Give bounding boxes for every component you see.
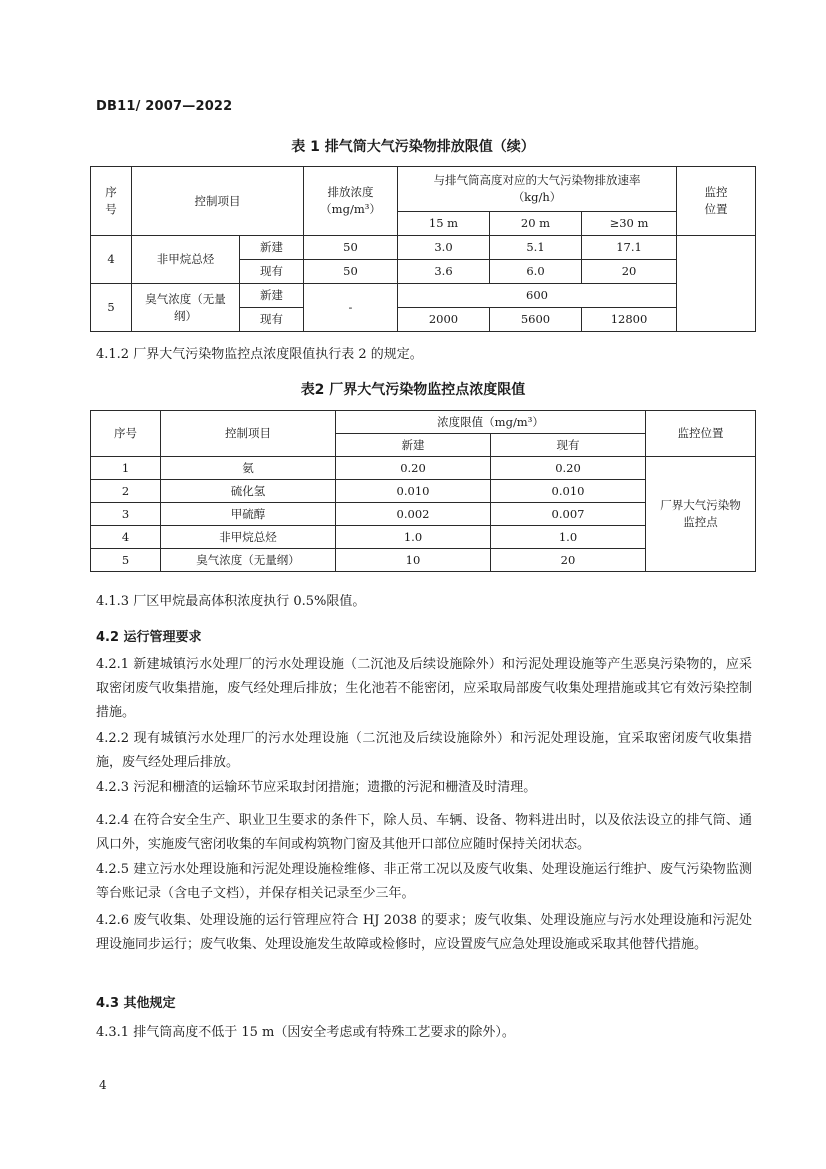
t1-cell-type: 新建 (240, 284, 304, 308)
clause-4-2-6: 4.2.6 废气收集、处理设施的运行管理应符合 HJ 2038 的要求；废气收集、处理设施应与污水处理设施和污泥处理设施同步运行；废气收集、处理设施发生故障或检修时，应设置废气应急处理设施或采取其他替代措施。 (96, 913, 752, 952)
t2-cell-exist: 0.010 (491, 480, 646, 503)
table1-caption: 表 1 排气筒大气污染物排放限值（续） (291, 139, 535, 155)
t2-cell-seq: 4 (91, 526, 161, 549)
t1-cell-conc: - (304, 284, 398, 332)
section-heading-4-3: 4.3 其他规定 (96, 996, 176, 1011)
document-code: DB11/ 2007—2022 (96, 99, 233, 114)
t1-cell-merged-rate: 600 (398, 284, 677, 308)
t2-header-seq: 序号 (91, 411, 161, 457)
clause-4-2-2: 4.2.2 现有城镇污水处理厂的污水处理设施（二沉池及后续设施除外）和污泥处理设施，宜采取密闭废气收集措施，废气经处理后排放。 (96, 731, 752, 770)
t1-cell-item: 臭气浓度（无量 纲） (132, 284, 240, 332)
t1-header-h20: 20 m (490, 212, 582, 236)
emission-limit-table (90, 166, 756, 332)
clause-4-1-3: 4.1.3 厂区甲烷最高体积浓度执行 0.5%限值。 (96, 594, 366, 609)
t1-cell-conc: 50 (304, 260, 398, 284)
t2-header-exist: 现有 (491, 434, 646, 457)
t2-cell-seq: 3 (91, 503, 161, 526)
t1-cell-r15: 2000 (398, 308, 490, 332)
t2-cell-item: 臭气浓度（无量纲） (161, 549, 336, 572)
clause-4-2-5: 4.2.5 建立污水处理设施和污泥处理设施检维修、非正常工况以及废气收集、处理设施运行维护、废气污染物监测等台账记录（含电子文档），并保存相关记录至少三年。 (96, 862, 752, 901)
t1-cell-conc: 50 (304, 236, 398, 260)
t2-cell-new: 0.010 (336, 480, 491, 503)
clause-4-2-1: 4.2.1 新建城镇污水处理厂的污水处理设施（二沉池及后续设施除外）和污泥处理设施等产生恶臭污染物的，应采取密闭废气收集措施，废气经处理后排放；生化池若不能密闭，应采取局部废气收集处理措施或其它有效污染控制措施。 (96, 657, 752, 720)
t1-cell-type: 现有 (240, 260, 304, 284)
clause-4-2-4: 4.2.4 在符合安全生产、职业卫生要求的条件下，除人员、车辆、设备、物料进出时，以及依法设立的排气筒、通风口外，实施废气密闭收集的车间或构筑物门窗及其他开口部位应随时保持关闭状态。 (96, 813, 752, 852)
t2-header-item: 控制项目 (161, 411, 336, 457)
t1-cell-r30: 12800 (582, 308, 677, 332)
t1-header-rate: 与排气筒高度对应的大气污染物排放速率 （kg/h） (398, 167, 677, 212)
t2-cell-exist: 0.007 (491, 503, 646, 526)
t1-header-h15: 15 m (398, 212, 490, 236)
t1-cell-r30: 20 (582, 260, 677, 284)
table-row (91, 284, 756, 308)
table-row (91, 236, 756, 260)
t2-cell-exist: 20 (491, 549, 646, 572)
t2-cell-seq: 5 (91, 549, 161, 572)
t1-cell-loc (677, 236, 756, 332)
t1-cell-seq: 5 (91, 284, 132, 332)
t1-cell-r20: 6.0 (490, 260, 582, 284)
section-heading-4-2: 4.2 运行管理要求 (96, 630, 202, 645)
t2-cell-seq: 1 (91, 457, 161, 480)
t2-cell-new: 0.002 (336, 503, 491, 526)
t2-header-conc: 浓度限值（mg/m³） (336, 411, 646, 434)
boundary-concentration-table (90, 410, 756, 572)
t1-header-h30: ≥30 m (582, 212, 677, 236)
t2-cell-loc: 厂界大气污染物 监控点 (646, 457, 756, 572)
t1-cell-type: 现有 (240, 308, 304, 332)
t1-cell-r30: 17.1 (582, 236, 677, 260)
table2-caption: 表2 厂界大气污染物监控点浓度限值 (300, 382, 526, 398)
t1-header-item: 控制项目 (132, 167, 304, 236)
clause-4-3-1: 4.3.1 排气筒高度不低于 15 m（因安全考虑或有特殊工艺要求的除外）。 (96, 1025, 515, 1040)
clause-4-2-3: 4.2.3 污泥和栅渣的运输环节应采取封闭措施；遗撒的污泥和栅渣及时清理。 (96, 780, 537, 795)
t2-cell-item: 甲硫醇 (161, 503, 336, 526)
t2-cell-exist: 0.20 (491, 457, 646, 480)
t2-cell-seq: 2 (91, 480, 161, 503)
t1-cell-r20: 5.1 (490, 236, 582, 260)
t1-cell-r15: 3.6 (398, 260, 490, 284)
t2-header-loc: 监控位置 (646, 411, 756, 457)
t1-cell-r20: 5600 (490, 308, 582, 332)
t1-header-loc: 监控 位置 (677, 167, 756, 236)
t1-header-conc: 排放浓度 （mg/m³） (304, 167, 398, 236)
t2-cell-new: 1.0 (336, 526, 491, 549)
t1-cell-r15: 3.0 (398, 236, 490, 260)
t1-cell-item: 非甲烷总烃 (132, 236, 240, 284)
t2-cell-item: 非甲烷总烃 (161, 526, 336, 549)
table-row (91, 457, 756, 480)
t2-cell-new: 10 (336, 549, 491, 572)
clause-4-1-2: 4.1.2 厂界大气污染物监控点浓度限值执行表 2 的规定。 (96, 347, 423, 362)
t2-cell-exist: 1.0 (491, 526, 646, 549)
t2-cell-new: 0.20 (336, 457, 491, 480)
t1-cell-type: 新建 (240, 236, 304, 260)
t1-cell-seq: 4 (91, 236, 132, 284)
t2-cell-item: 氨 (161, 457, 336, 480)
page-number: 4 (99, 1078, 107, 1092)
t1-header-seq: 序 号 (91, 167, 132, 236)
t2-cell-item: 硫化氢 (161, 480, 336, 503)
t2-header-new: 新建 (336, 434, 491, 457)
